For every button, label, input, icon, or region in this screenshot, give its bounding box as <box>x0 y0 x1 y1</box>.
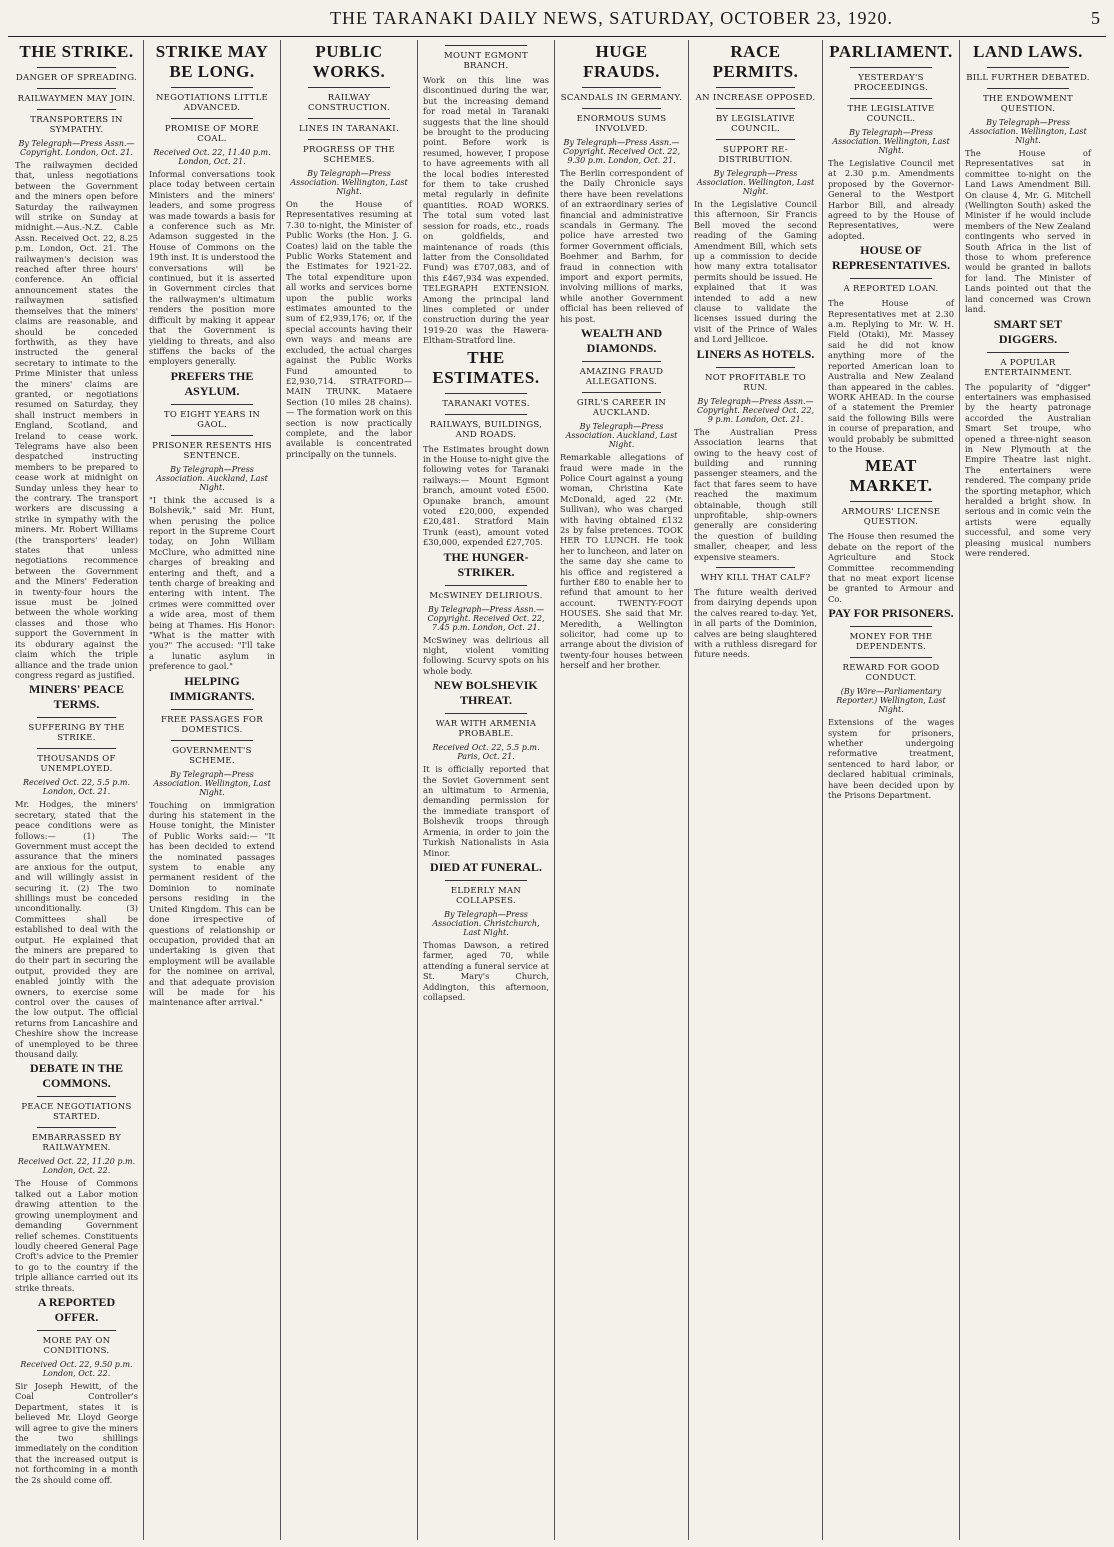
column-6 <box>689 40 823 1540</box>
headline: PREFERS THE ASYLUM. <box>170 368 254 398</box>
subheading: RAILWAY CONSTRUCTION. <box>308 93 390 113</box>
article <box>828 456 957 604</box>
subheading: THE ENDOWMENT QUESTION. <box>982 94 1074 114</box>
article-body: Extensions of the wages system for prisoners, whether undergoing reformative treatment, sentenced to hard labor, or declared habitual criminals, have been decided upon by the Prisons Department. <box>828 717 957 801</box>
divider <box>171 709 253 710</box>
subheading: ELDERLY MAN COLLAPSES. <box>450 885 522 906</box>
headline: MINERS' PEACE TERMS. <box>28 682 124 712</box>
subheading: DANGER OF SPREADING. <box>15 73 138 83</box>
headline: A REPORTED OFFER. <box>37 1294 116 1324</box>
dateline: By Telegraph—Press Assn.—Copyright. Received Oct. 22, 7.45 p.m. London, Oct. 21. <box>427 604 545 632</box>
dateline: By Telegraph—Press Association. Christchurch, Last Night. <box>432 909 540 937</box>
subheading: TO EIGHT YEARS IN GAOL. <box>163 409 261 430</box>
subheading: WHY KILL THAT CALF? <box>700 572 811 583</box>
subheading: NOT PROFITABLE TO RUN. <box>705 372 806 393</box>
divider <box>37 1127 116 1128</box>
dateline: By Telegraph—Press Assn.—Copyright. London, Oct. 21. <box>18 139 135 157</box>
page-number: 5 <box>1091 8 1100 28</box>
article <box>694 567 820 660</box>
subheading: A POPULAR ENTERTAINMENT. <box>984 357 1072 378</box>
divider <box>987 67 1069 68</box>
article-body: Touching on immigration during his statement in the House tonight, the Minister of Public Works said:— "It has been decided to extend the nominated passages system to enable any permanent resident of the Dominion to nominate persons residing in the United Kingdom. This can be done irrespective of questions of relationship or occupation, provided that an undertaking is given that employment will be available for the nominee on arrival, and that adequate provision will be made for his maintenance after arrival." <box>149 799 278 1008</box>
subheading: MONEY FOR THE DEPENDENTS. <box>849 632 933 653</box>
divider <box>987 352 1069 353</box>
headline: THE HUNGER-STRIKER. <box>443 549 529 579</box>
divider <box>37 717 116 718</box>
dateline: By Telegraph—Press Association. Auckland, Last Night. <box>156 464 268 492</box>
subheading: GOVERNMENT'S SCHEME. <box>172 745 252 766</box>
subheading: PROGRESS OF THE SCHEMES. <box>302 145 396 165</box>
article-body: The popularity of "digger" entertainers was emphasised by the hearty patronage accorded the Australian Smart Set troupe, who opened a three-night season in New Plymouth at the Empire Theatre last night. The entertainers were rendered. The company pride the sporting metaphor, which heralded a bright show. In serious and in comic vein the artists were equally successful, and some very pleasing musical numbers were rendered. <box>965 381 1094 558</box>
dateline: By Telegraph—Press Association. Wellington, Last Night. <box>832 128 950 155</box>
headline: MEAT MARKET. <box>849 456 933 496</box>
subheading: FREE PASSAGES FOR DOMESTICS. <box>160 714 263 735</box>
divider <box>582 361 661 362</box>
headline: STRIKE MAY BE LONG. <box>155 42 269 81</box>
divider <box>850 657 932 658</box>
article-body: Informal conversations took place today between certain Ministers and the miners' leaders, and some progress was made towards a basis for a conference such as Mr. Adamson suggested in the House of Commons on the 19th inst. It is understood the conversations will be continued, but it is asserted in Government circles that the railwaymen's ultimatum renders the position more difficult by making it appear that the Government is yielding to threats, and also stiffens the backs of the employers generally. <box>149 169 278 367</box>
article <box>560 42 686 324</box>
headline: RACE PERMITS. <box>712 42 799 81</box>
article-body: It is officially reported that the Soviet Government sent an ultimatum to Armenia, demanding permission for the immediate transport of Bolshevik troops through Armenia, in order to join the Turkish Nationalists in Asia Minor. <box>423 764 552 858</box>
article-body: The House of Commons talked out a Labor motion drawing attention to the growing unemployment and demanding Government relief schemes. Constituents loudly cheered General Page Croft's advice to the Premier to go to the country if the triple alliance carried out its strike threats. <box>15 1178 141 1293</box>
article-body: The House then resumed the debate on the report of the Agriculture and Stock Committee recommending that no meat export license be granted to Armour and Co. <box>828 531 957 604</box>
article-body: Work on this line was discontinued during the war, but the increasing demand for road metal in Taranaki suggests that the line should be brought to the producing point. Before work is resumed, however, I propose to have agreements with all the local bodies interested for them to take crushed metal regularly in definite quantities. ROAD WORKS. The total sum voted last session for roads, etc., roads on goldfields, and maintenance of roads (this latter from the Consolidated Fund) was £707,083, and of this £467,934 was expended. TELEGRAPH EXTENSION. Among the principal land lines completed or under construction during the year 1919-20 was the Hawera-Eltham-Stratford line. <box>423 75 552 346</box>
article <box>423 678 552 858</box>
dateline: By Telegraph—Press Assn.—Copyright. Received Oct. 22, 9.30 p.m. London, Oct. 21. <box>562 138 681 165</box>
article <box>694 346 820 562</box>
headline: HUGE FRAUDS. <box>583 42 660 81</box>
divider <box>171 740 253 741</box>
subheading: EMBARRASSED BY RAILWAYMEN. <box>31 1133 122 1154</box>
headline: PAY FOR PRISONERS. <box>828 606 954 621</box>
divider <box>171 87 253 88</box>
headline: PARLIAMENT. <box>829 42 953 61</box>
divider <box>37 748 116 749</box>
subheading: PROMISE OF MORE COAL. <box>164 124 260 144</box>
article-body: The railwaymen decided that, unless negotiations between the Government and the miners open before Saturday the railwaymen will strike on Sunday at midnight.—Aus.-N.Z. Cable Assn. Received Oct. 22, 8.25 p.m. London, Oct. 21. The railwaymen's decision was reached after three hours' conference. An official announcement states the railwaymen satisfied themselves that the miners' claims are reasonable, and should be conceded forthwith, as they have instructed the general secretary to intimate to the Prime Minister that unless the miners' claims are granted, or negotiations resumed on Saturday, they shall instruct members in England, Scotland, and Ireland to cease work. Telegrams have also been despatched instructing members to be prepared to cease work at midnight on Sunday unless they hear to the contrary. The transport workers are discussing a strike in sympathy with the miners. Mr. Robert Williams (the transporters' leader) states that unless negotiations recommence between the Government and the Miners' Federation in twenty-four hours the issue must be joined between the whole working classes and those who support the Government in its obdurary against the claim which the triple alliance and the trade union congress regard as justified. <box>15 160 141 680</box>
article <box>423 859 552 1002</box>
divider <box>445 585 527 586</box>
article <box>965 316 1094 559</box>
article-body: The Berlin correspondent of the Daily Chronicle says there have been revelations of an extraordinary series of financial and administrative scandals in Germany. The police have arrested two former Government officials, Boehmer and Barhm, for fraud in connection with import and export permits, involving millions of marks, while another Government official has been relieved of his post. <box>560 168 686 324</box>
headline: THE STRIKE. <box>19 42 134 61</box>
subheading: McSWINEY DELIRIOUS. <box>429 590 543 601</box>
subheading: AMAZING FRAUD ALLEGATIONS. <box>579 367 664 388</box>
subheading: BILL FURTHER DEBATED. <box>966 73 1090 83</box>
divider <box>37 67 116 68</box>
divider <box>37 88 116 89</box>
divider <box>445 393 527 394</box>
article <box>15 1294 141 1485</box>
subheading: GIRL'S CAREER IN AUCKLAND. <box>576 398 667 419</box>
subheading: REWARD FOR GOOD CONDUCT. <box>842 663 940 684</box>
article-body: The future wealth derived from dairying depends upon the calves reared to-day. Yet, in all parts of the Dominion, calves are being slaughtered with a ruthless disregard for future needs. <box>694 586 820 660</box>
divider <box>716 567 795 568</box>
divider <box>445 45 527 46</box>
headline: THE ESTIMATES. <box>432 347 540 387</box>
divider <box>716 87 795 88</box>
subheading: THOUSANDS OF UNEMPLOYED. <box>37 754 116 775</box>
article <box>15 682 141 1060</box>
subheading: SUFFERING BY THE STRIKE. <box>28 723 125 744</box>
subheading: THE LEGISLATIVE COUNCIL. <box>847 104 935 124</box>
subheading: YESTERDAY'S PROCEEDINGS. <box>853 73 929 93</box>
article <box>423 45 552 346</box>
divider <box>308 87 390 88</box>
divider <box>582 392 661 393</box>
column-1 <box>10 40 144 1540</box>
subheading: SCANDALS IN GERMANY. <box>560 93 683 103</box>
divider <box>716 139 795 140</box>
subheading: RAILWAYMEN MAY JOIN. <box>17 94 136 104</box>
article-body: In the Legislative Council this afternoon, Sir Francis Bell moved the second reading of the Gaming Amendment Bill, which sets up a commission to decide how many extra totalisator permits should be issued. He explained that it was intended to add a new clause to validate the licenses issued during the visit of the Prince of Wales and Lord Jellicoe. <box>694 199 820 345</box>
column-5 <box>555 40 689 1540</box>
divider <box>850 626 932 627</box>
headline: PUBLIC WORKS. <box>312 42 386 81</box>
article <box>828 243 957 454</box>
article <box>423 549 552 677</box>
subheading: AN INCREASE OPPOSED. <box>695 93 816 103</box>
dateline: Received Oct. 22, 9.50 p.m. London, Oct. 22. <box>20 1359 133 1378</box>
divider <box>445 880 527 881</box>
headline: LINERS AS HOTELS. <box>696 346 815 361</box>
article <box>828 606 957 801</box>
divider <box>37 109 116 110</box>
subheading: SUPPORT RE-DISTRIBUTION. <box>718 145 793 165</box>
divider <box>850 501 932 502</box>
masthead-title: THE TARANAKI DAILY NEWS, SATURDAY, OCTOBER 23, 1920. <box>330 8 893 28</box>
article-body: The Australian Press Association learns that owing to the heavy cost of building and running passenger steamers, and the fact that fares seem to have reached the maximum obtainable, though still unprofitable, ship-owners generally are considering the question of building smaller, cheaper, and less expensive steamers. <box>694 426 820 562</box>
subheading: PEACE NEGOTIATIONS STARTED. <box>21 1102 132 1123</box>
headline: HOUSE OF REPRESENTATIVES. <box>832 243 950 273</box>
subheading: NEGOTIATIONS LITTLE ADVANCED. <box>155 93 269 113</box>
article-body: The House of Representatives sat in committee to-night on the Land Laws Amendment Bill. On clause 4, Mr. G. Mitchell (Wellington South) asked the Minister if he would include members of the New Zealand contingents who served in South Africa in the list of those to whom preference would be granted in ballots for land. The Minister of Lands pointed out that the land concerned was Crown land. <box>965 148 1094 315</box>
article <box>149 42 278 367</box>
divider <box>987 88 1069 89</box>
dateline: Received Oct. 22, 5.5 p.m. Paris, Oct. 21. <box>432 743 540 762</box>
divider <box>445 414 527 415</box>
dateline: Received Oct. 22, 11.20 p.m. London, Oct. 22. <box>17 1157 136 1176</box>
masthead <box>8 6 1106 37</box>
divider <box>37 1096 116 1097</box>
article-body: The House of Representatives met at 2.30 a.m. Replying to Mr. W. H. Field (Otaki), Mr. Massey said he did not know anything more of the reported American loan to Australia and New Zealand than appeared in the cables. WORK AHEAD. In the course of a statement the Premier said the following Bills were in course of preparation, and would probably be submitted to the House. <box>828 298 957 454</box>
dateline: By Telegraph—Press Association. Wellington, Last Night. <box>153 769 271 797</box>
dateline: (By Wire—Parliamentary Reporter.) Wellington, Last Night. <box>836 687 946 715</box>
article-body: The Legislative Council met at 2.30 p.m. Amendments proposed by the Governor-General to the Westport Harbor Bill, and already agreed to by the House of Representatives, were adopted. <box>828 158 957 241</box>
subheading: BY LEGISLATIVE COUNCIL. <box>715 114 796 134</box>
headline: HELPING IMMIGRANTS. <box>169 673 255 703</box>
divider <box>582 87 661 88</box>
subheading: A REPORTED LOAN. <box>843 284 939 295</box>
dateline: By Telegraph—Press Association. Wellington, Last Night. <box>696 169 815 196</box>
article-body: Thomas Dawson, a retired farmer, aged 70, while attending a funeral service at St. Mary's Church, Addington, this afternoon, collapsed. <box>423 939 552 1002</box>
subheading: WAR WITH ARMENIA PROBABLE. <box>435 719 537 740</box>
article <box>828 42 957 241</box>
column-7 <box>823 40 960 1540</box>
article-body: Mr. Hodges, the miners' secretary, stated that the peace conditions were as follows:— (1) The Government must accept the assurance that the miners are anxious for the output, and will willingly assist in securing it. (2) The two shillings must be conceded unconditionally. (3) Committees shall be established to deal with the output. He explained that the miners are prepared to do their part in securing the output, provided they are enabled jointly with the owners, to exercise some control over the causes of the low output. The official returns from Lancashire and Cheshire show the increase of unemployed to be three thousand daily. <box>15 799 141 1060</box>
dateline: By Telegraph—Press Association. Wellington, Last Night. <box>290 169 408 196</box>
dateline: By Telegraph—Press Association. Wellington, Last Night. <box>969 118 1087 145</box>
divider <box>850 278 932 279</box>
article <box>15 42 141 680</box>
article <box>149 673 278 1008</box>
column-2 <box>144 40 281 1540</box>
divider <box>308 139 390 140</box>
article <box>149 368 278 672</box>
divider <box>582 108 661 109</box>
article <box>15 1061 141 1293</box>
subheading: MOUNT EGMONT BRANCH. <box>443 51 529 71</box>
article <box>423 347 552 548</box>
article-body: On the House of Representatives resuming at 7.30 to-night, the Minister of Public Works (the Hon. J. G. Coates) laid on the table the Public Works Statement and the Estimates for 1921-22. The total expenditure upon all works and services borne upon the public works estimates amounted to the sum of £2,939,176; or, if the special accounts having their own ways and means are excluded, the actual charges against the Public Works Fund amounted to £2,930,714. STRATFORD—MAIN TRUNK. Mataere Section (10 miles 28 chains).— The formation work on this section is now practically complete, and the labor available is concentrated principally on the tunnels. <box>286 199 415 459</box>
article <box>286 42 415 459</box>
article <box>694 42 820 345</box>
subheading: ARMOURS' LICENSE QUESTION. <box>841 507 941 528</box>
divider <box>37 1330 116 1331</box>
divider <box>850 67 932 68</box>
article <box>560 326 686 671</box>
column-4 <box>418 40 555 1540</box>
subheading: TRANSPORTERS IN SYMPATHY. <box>30 115 123 135</box>
dateline: By Telegraph—Press Assn.—Copyright. Received Oct. 22, 9 p.m. London, Oct. 21. <box>696 396 815 424</box>
divider <box>850 98 932 99</box>
article-body: Remarkable allegations of fraud were made in the Police Court against a young woman, Christina Kate McDonald, aged 22 (Mr. Sullivan), who was charged with having obtained £132 2s by false pretences. TOOK HER TO LUNCH. He took her to luncheon, and later on the same day she came to his office and registered a further £80 to enable her to refund that amount to her account. TWENTY-FOOT HOUSES. She said that Mr. Meredith, a Wellington solicitor, had come up to arrange about the division of twenty-four houses between herself and her brother. <box>560 452 686 671</box>
subheading: LINES IN TARANAKI. <box>299 124 399 134</box>
article-body: Sir Joseph Hewitt, of the Coal Controller's Department, states it is believed Mr. Lloyd George will agree to give the miners the two shillings immediately on the condition that the increased output is not forthcoming in a month the 2s should come off. <box>15 1380 141 1485</box>
divider <box>171 118 253 119</box>
divider <box>445 713 527 714</box>
headline: LAND LAWS. <box>973 42 1083 61</box>
subheading: TARANAKI VOTES. <box>442 398 530 409</box>
divider <box>308 118 390 119</box>
subheading: RAILWAYS, BUILDINGS, AND ROADS. <box>429 419 543 440</box>
subheading: MORE PAY ON CONDITIONS. <box>42 1335 111 1356</box>
dateline: Received Oct. 22, 5.5 p.m. London, Oct. 21. <box>22 778 131 797</box>
article-body: McSwiney was delirious all night, violent vomiting following. Scurvy spots on his whole body. <box>423 634 552 676</box>
divider <box>716 108 795 109</box>
column-3 <box>281 40 418 1540</box>
headline: DEBATE IN THE COMMONS. <box>30 1061 123 1091</box>
article <box>965 42 1094 315</box>
dateline: Received Oct. 22, 11.40 p.m. London, Oct. 21. <box>153 148 271 166</box>
columns <box>10 40 1106 1540</box>
divider <box>716 367 795 368</box>
headline: SMART SET DIGGERS. <box>993 316 1063 346</box>
headline: DIED AT FUNERAL. <box>430 859 542 874</box>
subheading: PRISONER RESENTS HIS SENTENCE. <box>152 440 272 461</box>
column-8 <box>960 40 1096 1540</box>
dateline: By Telegraph—Press Association. Auckland, Last Night. <box>565 422 678 450</box>
divider <box>171 404 253 405</box>
headline: WEALTH AND DIAMONDS. <box>580 326 663 356</box>
article-body: "I think the accused is a Bolshevik," said Mr. Hunt, when perusing the police report in the Supreme Court today, on John William McClure, who admitted nine charges of breaking and entering and theft, and a tenth charge of breaking and entering with intent. The crimes were committed over a wide area, most of them being at Thames. His Honor: "What is the matter with you?" The accused: "I'll take a lunatic asylum in preference to gaol." <box>149 494 278 672</box>
article-body: The Estimates brought down in the House to-night give the following votes for Taranaki railways:— Mount Egmont branch, amount voted £500. Opunake branch, amount voted £20,000, expended £20,481. Stratford Main Trunk (east), amount voted £30,000, expended £27,705. <box>423 443 552 548</box>
headline: NEW BOLSHEVIK THREAT. <box>434 678 538 708</box>
subheading: ENORMOUS SUMS INVOLVED. <box>576 114 667 134</box>
divider <box>171 435 253 436</box>
